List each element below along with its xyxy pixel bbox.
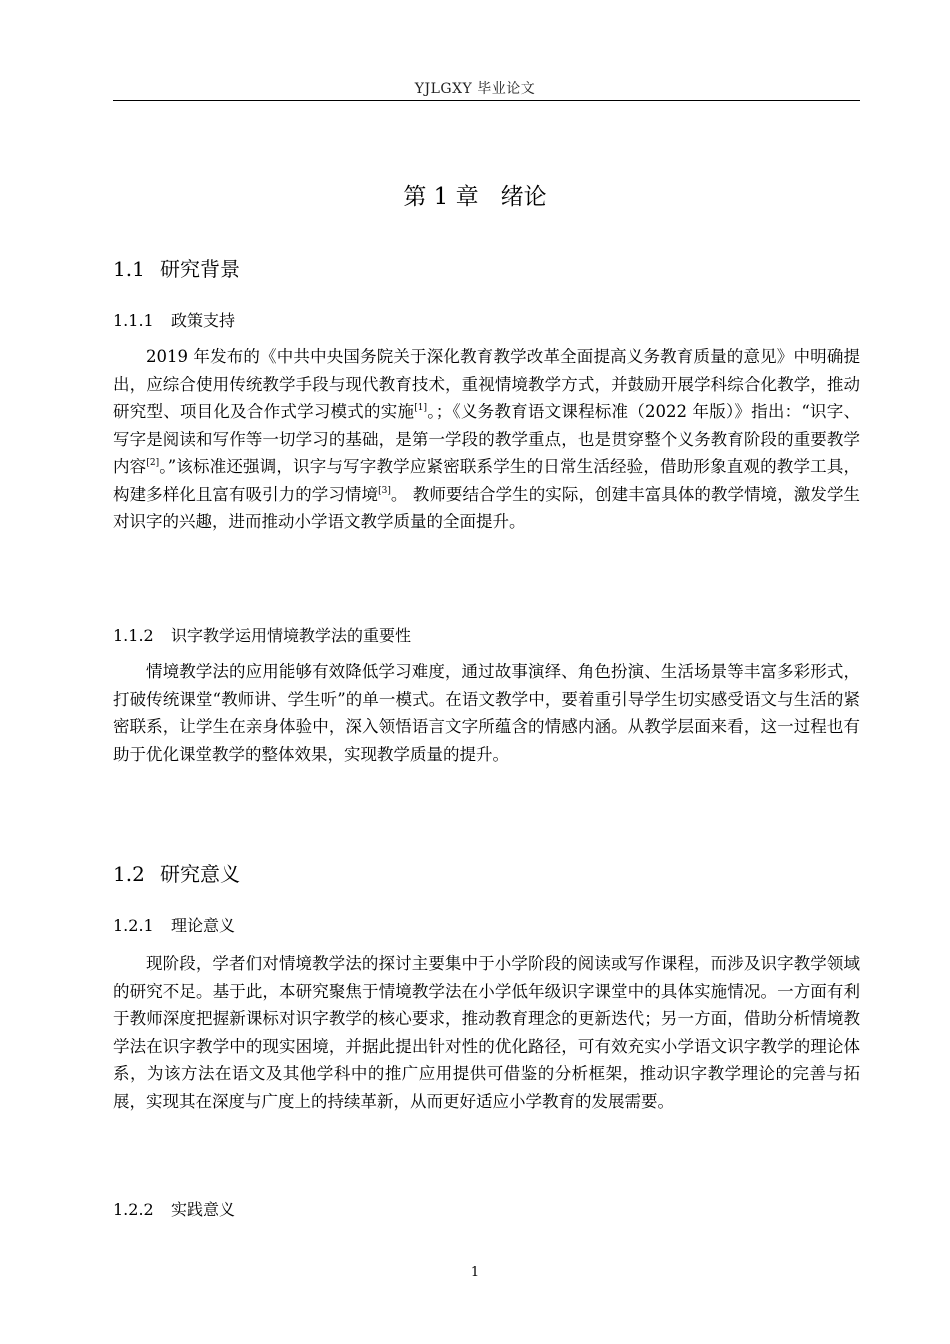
subsection-title: 政策支持 xyxy=(171,311,236,330)
page-header: YJLGXY 毕业论文 xyxy=(414,81,536,97)
subsection-title: 理论意义 xyxy=(171,916,236,935)
citation-1: [1] xyxy=(414,403,427,413)
citation-2: [2] xyxy=(146,458,160,468)
section-title: 研究背景 xyxy=(160,257,240,281)
subsection-title: 识字教学运用情境教学法的重要性 xyxy=(171,626,412,645)
subsection-number: 1.1.1 xyxy=(113,311,154,330)
subsection-number: 1.2.1 xyxy=(113,916,154,935)
citation-3: [3] xyxy=(378,485,391,496)
subsection-number: 1.1.2 xyxy=(113,626,154,645)
chapter-name: 绪论 xyxy=(500,184,547,210)
header-rule xyxy=(113,100,860,101)
section-heading-1-2 xyxy=(113,858,240,887)
subsection-number: 1.2.2 xyxy=(113,1200,154,1219)
chapter-number: 第 1 章 xyxy=(403,184,479,210)
subsection-title: 实践意义 xyxy=(171,1200,236,1219)
subsection-heading-1-2-1 xyxy=(113,913,235,936)
paragraph-importance: 情境教学法的应用能够有效降低学习难度，通过故事演绎、角色扮演、生活场景等丰富多彩形式，打破传统课堂“教师讲、学生听”的单一模式。在语文教学中，要着重引导学生切实感受语文与生活的紧密联系，让学生在亲身体验中，深入领悟语言文字所蕴含的情感内涵。从教学层面来看，这一过程也有助于优化课堂教学的整体效果，实现教学质量的提升。 xyxy=(113,662,860,764)
section-number: 1.2 xyxy=(113,862,145,886)
section-heading-1-1 xyxy=(113,253,240,282)
paragraph-policy-support: 2019 年发布的《中共中央国务院关于深化教育教学改革全面提高义务教育质量的意见》中明确提出，应综合使用传统教学手段与现代教育技术，重视情境教学方式，并鼓励开展学科综合化教学，推动研究型、项目化及合作式学习模式的实施[1]。；《义务教育语文课程标准（2022 年版）》指出：“识字、写字是阅读和写作等一切学习的基础，是第一学段的教学重点，也是贯穿整个义务教育阶段的重要教学内容[2]。”该标准还强调，识字与写字教学应紧密联系学生的日常生活经验，借助形象直观的教学工具，构建多样化且富有吸引力的学习情境[3]。 教师要结合学生的实际，创建丰富具体的教学情境，激发学生对识字的兴趣，进而推动小学语文教学质量的全面提升。 xyxy=(113,347,861,531)
subsection-heading-1-2-2 xyxy=(113,1197,235,1220)
chapter-title xyxy=(0,178,950,211)
section-title: 研究意义 xyxy=(160,862,240,886)
subsection-heading-1-1-2 xyxy=(113,623,411,646)
paragraph-theoretical-significance: 现阶段，学者们对情境教学法的探讨主要集中于小学阶段的阅读或写作课程，而涉及识字教学领域的研究不足。基于此，本研究聚焦于情境教学法在小学低年级识字课堂中的具体实施情况。一方面有利于教师深度把握新课标对识字教学的核心要求，推动教育理念的更新迭代；另一方面，借助分析情境教学法在识字教学中的现实困境，并据此提出针对性的优化路径，可有效充实小学语文识字教学的理论体系，为该方法在语文及其他学科中的推广应用提供可借鉴的分析框架，推动识字教学理论的完善与拓展，实现其在深度与广度上的持续革新，从而更好适应小学教育的发展需要。 xyxy=(113,954,860,1111)
subsection-heading-1-1-1 xyxy=(113,308,235,331)
section-number: 1.1 xyxy=(113,257,145,281)
page-number: 1 xyxy=(470,1265,480,1280)
